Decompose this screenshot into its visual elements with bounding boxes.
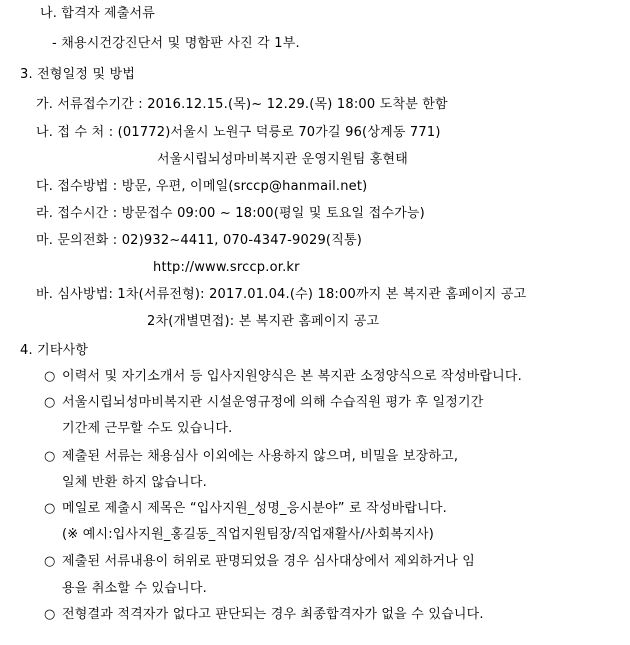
list-item (44, 368, 522, 386)
list-item-continuation: 일체 반환 하지 않습니다. (62, 475, 207, 490)
list-item-text: 이력서 및 자기소개서 등 입사지원양식은 본 복지관 소정양식으로 작성바랍니다. (62, 369, 523, 384)
list-item-text: 제출된 서류내용이 허위로 판명되었을 경우 심사대상에서 제외하거나 임 (62, 554, 476, 569)
list-item-text: 전형결과 적격자가 없다고 판단되는 경우 최종합격자가 없을 수 있습니다. (62, 607, 484, 622)
contact-phone: 마. 문의전화 : 02)932~4411, 070-4347-9029(직통) (36, 233, 362, 248)
list-item (44, 448, 458, 466)
list-item-text: 서울시립뇌성마비복지관 시설운영규정에 의해 수습직원 평가 후 일정기간 (62, 395, 484, 410)
circle-bullet-icon: ○ (44, 554, 56, 569)
list-item-text: 제출된 서류는 채용심사 이외에는 사용하지 않으며, 비밀을 보장하고, (62, 449, 459, 464)
circle-bullet-icon: ○ (44, 607, 56, 622)
application-hours: 라. 접수시간 : 방문접수 09:00 ~ 18:00(평일 및 토요일 접수가능) (36, 206, 425, 221)
list-item-continuation: 기간제 근무할 수도 있습니다. (62, 421, 233, 436)
list-item (44, 500, 447, 518)
application-method: 다. 접수방법 : 방문, 우편, 이메일(srccp@hanmail.net) (36, 179, 368, 194)
documents-item: - 채용시건강진단서 및 명함판 사진 각 1부. (52, 36, 300, 51)
list-item (44, 553, 475, 571)
list-item (44, 606, 484, 624)
circle-bullet-icon: ○ (44, 395, 56, 410)
sub-heading-na-documents: 나. 합격자 제출서류 (40, 6, 156, 21)
review-method-round1: 바. 심사방법: 1차(서류전형): 2017.01.04.(수) 18:00까지 본 복지관 홈페이지 공고 (36, 287, 527, 302)
list-item-continuation: 용을 취소할 수 있습니다. (62, 581, 207, 596)
application-address-contact: 서울시립뇌성마비복지관 운영지원팀 홍현태 (157, 152, 409, 167)
circle-bullet-icon: ○ (44, 369, 56, 384)
review-method-round2: 2차(개별면접): 본 복지관 홈페이지 공고 (147, 314, 380, 329)
section4-heading: 4. 기타사항 (20, 343, 89, 358)
list-item-text: 메일로 제출시 제목은 “입사지원_성명_응시분야” 로 작성바랍니다. (62, 501, 447, 516)
circle-bullet-icon: ○ (44, 501, 56, 516)
website-link[interactable]: http://www.srccp.or.kr (153, 260, 300, 275)
section3-heading: 3. 전형일정 및 방법 (20, 67, 136, 82)
application-address: 나. 접 수 처 : (01772)서울시 노원구 덕릉로 70가길 96(상계동 771) (36, 125, 441, 140)
list-item (44, 394, 484, 412)
circle-bullet-icon: ○ (44, 449, 56, 464)
application-period: 가. 서류접수기간 : 2016.12.15.(목)~ 12.29.(목) 18:00 도착분 한함 (36, 97, 448, 112)
list-item-continuation: (※ 예시:입사지원_홍길동_직업지원팀장/직업재활사/사회복지사) (62, 527, 435, 542)
